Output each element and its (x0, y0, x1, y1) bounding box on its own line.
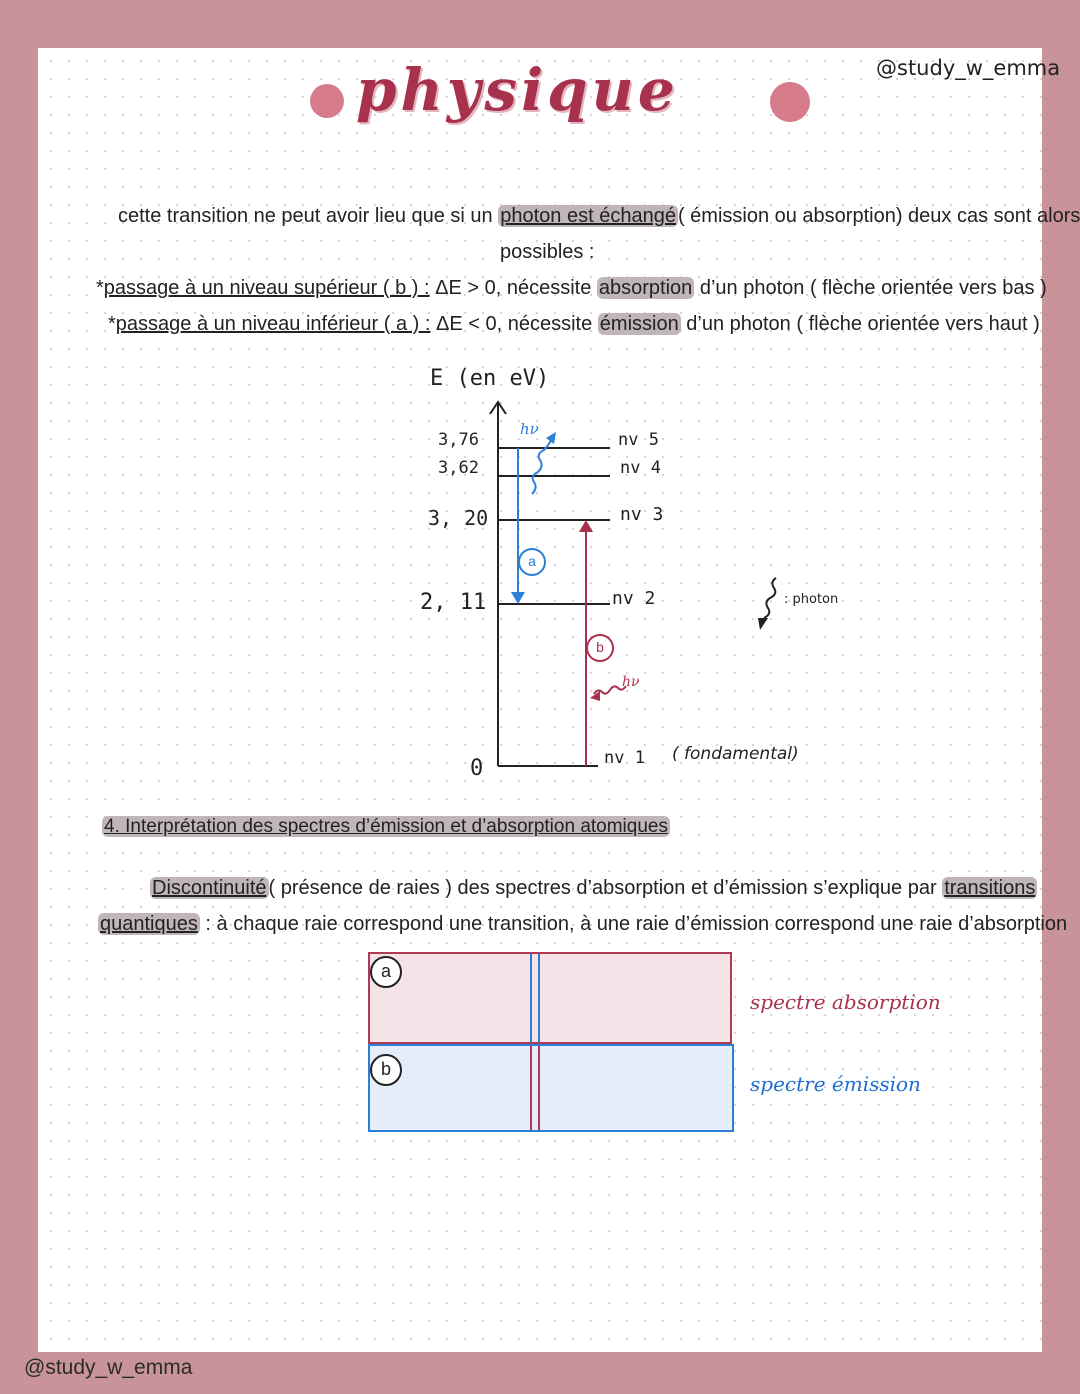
author-handle-bottom: @study_w_emma (24, 1356, 193, 1379)
absorption-line (530, 954, 540, 1042)
case-b-rest: d’un photon ( flèche orientée vers bas ) (694, 277, 1047, 299)
author-handle-top: @study_w_emma (876, 56, 1061, 80)
section-4-paragraph-line-2 (98, 906, 1067, 942)
level-name-nv2: nv 2 (612, 588, 656, 609)
case-b-star: * (96, 277, 104, 299)
spectrum-b-marker: b (370, 1054, 402, 1086)
energy-value-nv2: 2, 11 (420, 590, 487, 615)
case-b-heading: passage à un niveau supérieur ( b ) : (103, 277, 430, 299)
highlight-transitions: transitions (944, 877, 1036, 899)
highlight-emission: émission (599, 313, 679, 335)
absorption-spectrum-label: spectre absorption (750, 990, 941, 1014)
note-page (38, 48, 1080, 1352)
section-4-heading (102, 816, 670, 838)
energy-value-nv4: 3,62 (438, 458, 479, 478)
transition-a-marker: a (518, 548, 546, 576)
highlight-discontinuite: Discontinuité (152, 877, 267, 899)
transition-b-arrowhead (579, 520, 593, 532)
energy-value-nv3: 3, 20 (428, 506, 489, 530)
case-a-line (108, 306, 1040, 342)
section-4-paragraph-line-1 (150, 870, 1037, 906)
highlight-absorption: absorption (598, 277, 693, 299)
highlight-photon-echange: photon est échangé (500, 205, 676, 227)
level-name-nv4: nv 4 (620, 458, 661, 478)
title-dot-right (770, 82, 810, 122)
legend-photon-wave (764, 578, 776, 618)
case-a-heading: passage à un niveau inférieur ( a ) : (115, 313, 431, 335)
transition-b-marker: b (586, 634, 614, 662)
photon-legend-label: : photon (784, 592, 839, 607)
photon-label-absorption: hν (622, 674, 640, 690)
intro-line-1 (118, 198, 1080, 234)
section-4-p2-text: : à chaque raie correspond une transition, à une raie d’émission correspond une raie d’absorption (199, 913, 1068, 935)
energy-axis-label: E (en eV) (430, 366, 550, 391)
case-a-rest: d’un photon ( flèche orientée vers haut ) (680, 313, 1040, 335)
case-b-line (96, 270, 1047, 306)
section-4-p1-text: ( présence de raies ) des spectres d’absorption et d’émission s’explique par (268, 877, 943, 899)
section-4-heading-text: 4. Interprétation des spectres d’émission et d’absorption atomiques (104, 816, 668, 837)
title-dot-left (310, 84, 344, 118)
case-b-condition: ΔE > 0, nécessite (429, 277, 597, 299)
emission-line (530, 1046, 540, 1130)
photon-label-emission: hν (520, 420, 539, 438)
energy-level-diagram (38, 348, 1042, 808)
ground-state-note: ( fondamental) (672, 744, 799, 764)
emission-spectrum-box (368, 1044, 734, 1132)
spectrum-a-marker: a (370, 956, 402, 988)
emitted-photon-wave (532, 434, 554, 494)
highlight-quantiques: quantiques (100, 913, 198, 935)
page-title: physique (356, 56, 679, 124)
absorption-spectrum-box (368, 952, 732, 1044)
level-name-nv5: nv 5 (618, 430, 659, 450)
legend-photon-arrowhead (758, 618, 768, 630)
transition-a-arrowhead (511, 592, 525, 604)
energy-value-nv5: 3,76 (438, 430, 479, 450)
intro-line-1-end: ( émission ou absorption) deux cas sont alors (677, 205, 1080, 227)
level-name-nv3: nv 3 (620, 504, 664, 525)
intro-line-1-start: cette transition ne peut avoir lieu que si un (118, 205, 499, 227)
level-name-nv1: nv 1 (604, 748, 645, 768)
intro-line-2: possibles : (500, 241, 595, 263)
case-a-star: * (108, 313, 116, 335)
emission-spectrum-label: spectre émission (750, 1072, 921, 1096)
case-a-condition: ΔE < 0, nécessite (430, 313, 598, 335)
energy-value-nv1: 0 (470, 756, 484, 781)
